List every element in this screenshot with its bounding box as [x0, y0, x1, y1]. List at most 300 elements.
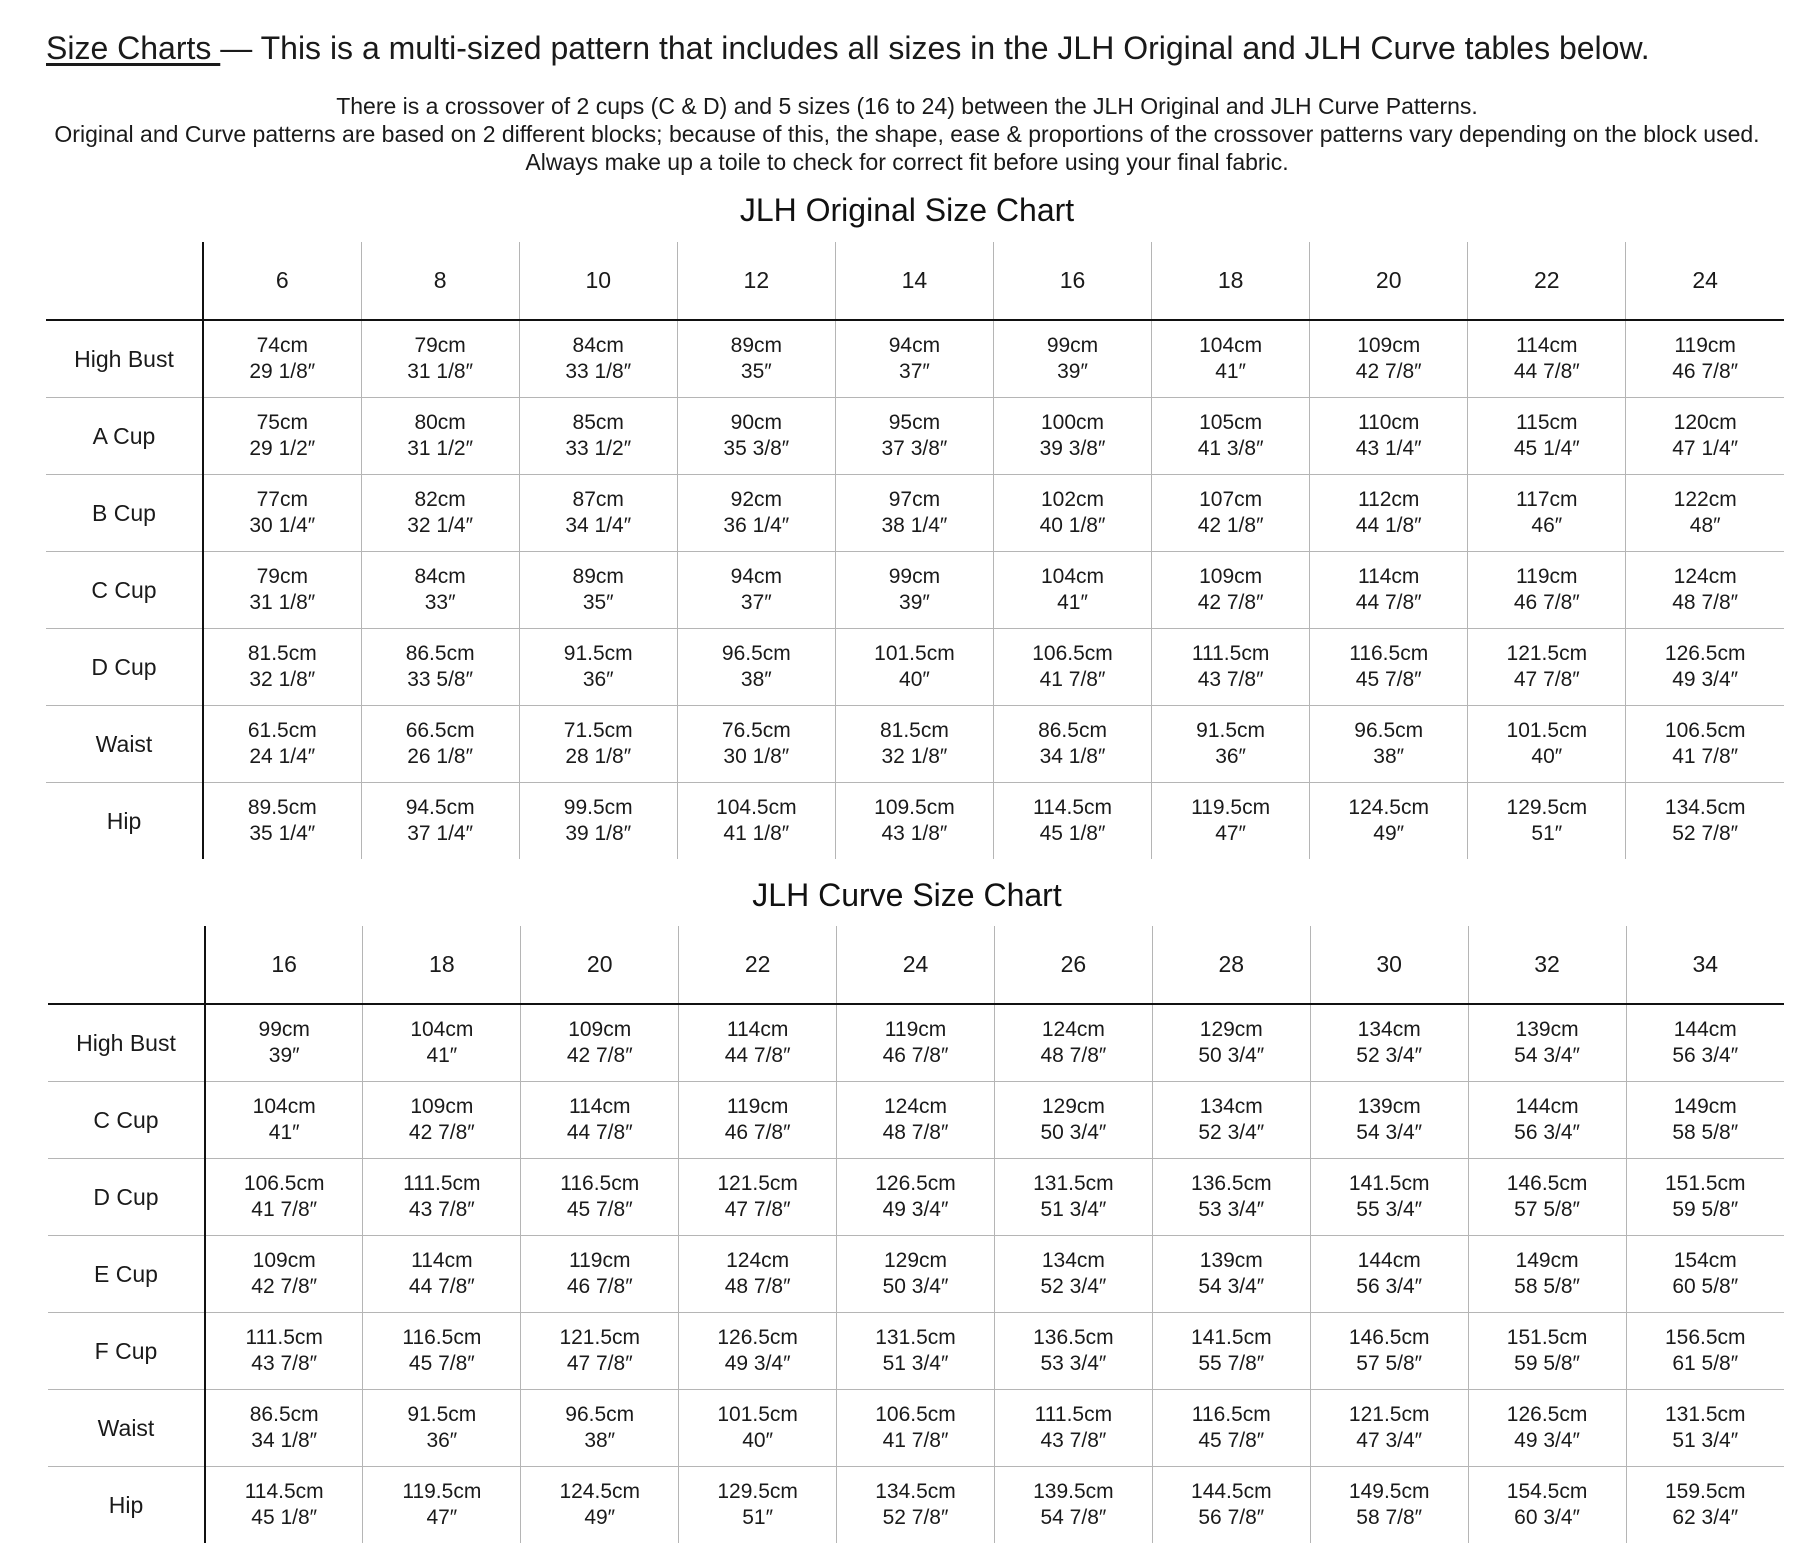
value-inches: 60 5/8″ — [1672, 1274, 1739, 1298]
measurement-cell — [519, 474, 677, 551]
measurement-cell — [205, 1235, 363, 1312]
size-charts-link[interactable]: Size Charts — [46, 30, 221, 66]
measurement-cell — [203, 397, 361, 474]
value-inches: 41″ — [426, 1043, 458, 1067]
measurement-cell — [679, 1004, 837, 1081]
value-cm: 116.5cm — [402, 1325, 482, 1349]
value-inches: 40″ — [742, 1428, 774, 1452]
measurement-cell — [521, 1312, 679, 1389]
measurement-cell — [361, 397, 519, 474]
measurement-cell — [363, 1081, 521, 1158]
size-header: 20 — [521, 926, 679, 1004]
table-row — [48, 1389, 1784, 1466]
value-inches: 26 1/8″ — [407, 744, 474, 768]
value-cm: 104.5cm — [716, 795, 797, 819]
measurement-label: E Cup — [48, 1235, 205, 1312]
value-inches: 34 1/4″ — [565, 513, 632, 537]
value-cm: 131.5cm — [1033, 1171, 1114, 1195]
value-inches: 52 7/8″ — [1672, 821, 1739, 845]
value-cm: 146.5cm — [1506, 1171, 1588, 1195]
value-cm: 116.5cm — [1191, 1402, 1271, 1426]
measurement-cell — [993, 551, 1151, 628]
value-cm: 129.5cm — [1506, 795, 1588, 819]
value-inches: 46 7/8″ — [1513, 590, 1580, 614]
value-cm: 139cm — [1199, 1248, 1263, 1272]
value-inches: 41″ — [1215, 359, 1246, 383]
value-inches: 58 5/8″ — [1514, 1274, 1580, 1298]
table-row — [48, 1235, 1784, 1312]
measurement-cell — [835, 705, 993, 782]
measurement-cell — [1310, 782, 1468, 859]
measurement-cell — [1310, 1158, 1468, 1235]
measurement-cell — [1468, 320, 1626, 397]
value-cm: 122cm — [1673, 487, 1737, 511]
measurement-cell — [521, 1004, 679, 1081]
value-cm: 114.5cm — [244, 1479, 324, 1503]
value-cm: 129cm — [1041, 1094, 1105, 1118]
value-cm: 104cm — [252, 1094, 316, 1118]
value-inches: 37 3/8″ — [881, 436, 948, 460]
value-inches: 47 7/8″ — [1513, 667, 1580, 691]
size-header: 30 — [1310, 926, 1468, 1004]
measurement-cell — [1310, 1389, 1468, 1466]
value-cm: 124cm — [1041, 1017, 1105, 1041]
measurement-cell — [994, 1312, 1152, 1389]
value-inches: 50 3/4″ — [882, 1274, 949, 1298]
value-cm: 110cm — [1357, 410, 1420, 434]
value-cm: 104cm — [1041, 564, 1105, 588]
value-inches: 39 3/8″ — [1039, 436, 1106, 460]
value-inches: 49 3/4″ — [724, 1351, 791, 1375]
table-row — [48, 1312, 1784, 1389]
value-inches: 36″ — [1215, 744, 1246, 768]
value-cm: 109cm — [252, 1248, 316, 1272]
value-cm: 101.5cm — [874, 641, 955, 665]
value-cm: 76.5cm — [721, 718, 791, 742]
value-inches: 59 5/8″ — [1514, 1351, 1580, 1375]
value-inches: 43 7/8″ — [1040, 1428, 1107, 1452]
value-cm: 124cm — [1673, 564, 1737, 588]
value-cm: 151.5cm — [1506, 1325, 1588, 1349]
value-cm: 114cm — [411, 1248, 473, 1272]
measurement-cell — [1626, 320, 1784, 397]
value-cm: 74cm — [256, 333, 308, 357]
measurement-cell — [1310, 320, 1468, 397]
value-inches: 45 7/8″ — [1355, 667, 1422, 691]
value-cm: 136.5cm — [1033, 1325, 1114, 1349]
measurement-cell — [1152, 1081, 1310, 1158]
value-cm: 134cm — [1357, 1017, 1421, 1041]
measurement-cell — [203, 320, 361, 397]
value-inches: 41 1/8″ — [723, 821, 790, 845]
measurement-cell — [1152, 782, 1310, 859]
measurement-cell — [837, 1004, 995, 1081]
value-inches: 33″ — [424, 590, 456, 614]
value-inches: 28 1/8″ — [565, 744, 632, 768]
measurement-cell — [1310, 551, 1468, 628]
value-inches: 41″ — [1057, 590, 1088, 614]
value-cm: 134.5cm — [1664, 795, 1746, 819]
value-inches: 54 7/8″ — [1040, 1505, 1107, 1529]
value-inches: 38 1/4″ — [881, 513, 948, 537]
value-cm: 124.5cm — [1348, 795, 1429, 819]
curve-size-table — [48, 926, 1784, 1543]
measurement-cell — [521, 1466, 679, 1543]
value-cm: 119cm — [568, 1248, 631, 1272]
value-inches: 49″ — [584, 1505, 616, 1529]
value-cm: 154cm — [1673, 1248, 1737, 1272]
measurement-cell — [835, 782, 993, 859]
value-cm: 106.5cm — [1664, 718, 1746, 742]
value-cm: 112cm — [1357, 487, 1420, 511]
measurement-label: High Bust — [46, 320, 203, 397]
value-cm: 84cm — [572, 333, 624, 357]
value-cm: 71.5cm — [563, 718, 633, 742]
value-cm: 94.5cm — [405, 795, 475, 819]
value-cm: 124cm — [726, 1248, 790, 1272]
value-cm: 91.5cm — [1196, 718, 1266, 742]
value-cm: 139.5cm — [1033, 1479, 1114, 1503]
measurement-cell — [363, 1235, 521, 1312]
measurement-cell — [363, 1158, 521, 1235]
measurement-cell — [205, 1158, 363, 1235]
measurement-cell — [1626, 474, 1784, 551]
size-header: 22 — [1468, 242, 1626, 320]
value-cm: 109cm — [410, 1094, 474, 1118]
value-cm: 79cm — [414, 333, 466, 357]
measurement-cell — [993, 474, 1151, 551]
measurement-cell — [1310, 1081, 1468, 1158]
value-cm: 116.5cm — [1349, 641, 1429, 665]
value-inches: 51 3/4″ — [882, 1351, 949, 1375]
table-row — [46, 474, 1784, 551]
measurement-cell — [1152, 1004, 1310, 1081]
value-inches: 47 3/4″ — [1356, 1428, 1423, 1452]
measurement-cell — [361, 782, 519, 859]
value-inches: 53 3/4″ — [1040, 1351, 1107, 1375]
value-inches: 53 3/4″ — [1198, 1197, 1265, 1221]
value-cm: 109cm — [1199, 564, 1263, 588]
value-inches: 58 7/8″ — [1356, 1505, 1423, 1529]
measurement-cell — [1468, 1389, 1626, 1466]
value-cm: 141.5cm — [1348, 1171, 1430, 1195]
value-inches: 54 3/4″ — [1514, 1043, 1580, 1067]
intro-notes — [0, 92, 1814, 176]
curve-chart-title: JLH Curve Size Chart — [752, 877, 1062, 913]
value-cm: 126.5cm — [1664, 641, 1746, 665]
measurement-cell — [203, 551, 361, 628]
value-inches: 55 7/8″ — [1198, 1351, 1265, 1375]
measurement-cell — [1468, 1004, 1626, 1081]
measurement-cell — [361, 628, 519, 705]
measurement-label: High Bust — [48, 1004, 205, 1081]
value-cm: 95cm — [888, 410, 941, 434]
value-cm: 129cm — [883, 1248, 948, 1272]
measurement-cell — [1626, 1158, 1784, 1235]
size-header: 16 — [205, 926, 363, 1004]
measurement-cell — [1468, 1235, 1626, 1312]
value-inches: 41 7/8″ — [882, 1428, 949, 1452]
measurement-cell — [361, 705, 519, 782]
value-inches: 39″ — [1057, 359, 1088, 383]
measurement-cell — [837, 1235, 995, 1312]
measurement-cell — [521, 1389, 679, 1466]
value-inches: 37″ — [899, 359, 930, 383]
value-inches: 31 1/8″ — [249, 590, 316, 614]
measurement-cell — [1626, 1081, 1784, 1158]
value-inches: 47″ — [426, 1505, 458, 1529]
measurement-cell — [203, 705, 361, 782]
size-header: 16 — [993, 242, 1151, 320]
value-inches: 31 1/2″ — [407, 436, 474, 460]
measurement-cell — [1152, 551, 1310, 628]
value-cm: 146.5cm — [1348, 1325, 1430, 1349]
measurement-cell — [205, 1389, 363, 1466]
header-row — [48, 926, 1784, 1004]
value-cm: 97cm — [888, 487, 941, 511]
value-inches: 50 3/4″ — [1040, 1120, 1107, 1144]
value-cm: 144cm — [1357, 1248, 1421, 1272]
measurement-cell — [1152, 705, 1310, 782]
value-inches: 51 3/4″ — [1672, 1428, 1739, 1452]
measurement-cell — [1310, 474, 1468, 551]
value-inches: 45 7/8″ — [566, 1197, 633, 1221]
value-inches: 44 7/8″ — [566, 1120, 633, 1144]
value-cm: 119cm — [884, 1017, 947, 1041]
value-inches: 41 3/8″ — [1197, 436, 1264, 460]
value-cm: 139cm — [1357, 1094, 1421, 1118]
measurement-cell — [1310, 1312, 1468, 1389]
measurement-cell — [1626, 551, 1784, 628]
measurement-cell — [1468, 1312, 1626, 1389]
value-cm: 106.5cm — [243, 1171, 325, 1195]
measurement-cell — [835, 474, 993, 551]
value-inches: 59 5/8″ — [1672, 1197, 1739, 1221]
size-header: 24 — [837, 926, 995, 1004]
measurement-cell — [679, 1158, 837, 1235]
value-cm: 119cm — [1674, 333, 1736, 357]
value-inches: 43 1/8″ — [881, 821, 948, 845]
value-cm: 109cm — [568, 1017, 632, 1041]
value-cm: 104cm — [1199, 333, 1263, 357]
measurement-label: Hip — [108, 1491, 144, 1518]
measurement-cell — [205, 1081, 363, 1158]
value-inches: 48 7/8″ — [882, 1120, 949, 1144]
value-inches: 35″ — [582, 590, 614, 614]
measurement-cell — [835, 320, 993, 397]
value-cm: 126.5cm — [717, 1325, 798, 1349]
value-inches: 56 7/8″ — [1198, 1505, 1265, 1529]
value-cm: 117cm — [1516, 487, 1578, 511]
value-inches: 33 1/2″ — [565, 436, 632, 460]
value-inches: 42 7/8″ — [251, 1274, 318, 1298]
measurement-cell — [1152, 397, 1310, 474]
value-cm: 154.5cm — [1506, 1479, 1588, 1503]
value-inches: 48″ — [1689, 513, 1721, 537]
value-cm: 105cm — [1199, 410, 1263, 434]
value-cm: 149.5cm — [1348, 1479, 1430, 1503]
value-inches: 34 1/8″ — [1039, 744, 1106, 768]
value-cm: 101.5cm — [717, 1402, 798, 1426]
value-inches: 45 1/8″ — [251, 1505, 318, 1529]
value-cm: 91.5cm — [563, 641, 633, 665]
value-cm: 84cm — [414, 564, 466, 588]
value-inches: 46″ — [1531, 513, 1563, 537]
value-cm: 77cm — [256, 487, 308, 511]
value-cm: 89cm — [730, 333, 782, 357]
size-header: 20 — [1310, 242, 1468, 320]
value-cm: 116.5cm — [560, 1171, 640, 1195]
value-cm: 81.5cm — [247, 641, 317, 665]
value-cm: 119.5cm — [402, 1479, 482, 1503]
measurement-cell — [203, 628, 361, 705]
value-inches: 42 7/8″ — [1355, 359, 1422, 383]
measurement-cell — [835, 551, 993, 628]
value-cm: 114cm — [726, 1017, 789, 1041]
measurement-cell — [1626, 1312, 1784, 1389]
value-inches: 35 3/8″ — [723, 436, 790, 460]
value-inches: 43 1/4″ — [1355, 436, 1422, 460]
table-row — [46, 397, 1784, 474]
value-cm: 107cm — [1199, 487, 1263, 511]
measurement-cell — [1468, 474, 1626, 551]
measurement-cell — [363, 1312, 521, 1389]
measurement-cell — [1468, 397, 1626, 474]
value-cm: 134cm — [1199, 1094, 1263, 1118]
measurement-cell — [993, 782, 1151, 859]
measurement-cell — [203, 782, 361, 859]
measurement-cell — [679, 1466, 837, 1543]
value-inches: 45 1/4″ — [1513, 436, 1580, 460]
measurement-cell — [361, 551, 519, 628]
measurement-cell — [519, 320, 677, 397]
size-header: 22 — [679, 926, 837, 1004]
measurement-cell — [1468, 1158, 1626, 1235]
value-cm: 90cm — [730, 410, 782, 434]
value-cm: 129.5cm — [717, 1479, 798, 1503]
measurement-cell — [1468, 705, 1626, 782]
value-cm: 121.5cm — [1348, 1402, 1430, 1426]
value-inches: 46 7/8″ — [1672, 359, 1739, 383]
table-row — [48, 1158, 1784, 1235]
value-inches: 46 7/8″ — [882, 1043, 949, 1067]
value-cm: 119cm — [726, 1094, 789, 1118]
value-inches: 39″ — [899, 590, 930, 614]
value-cm: 134.5cm — [875, 1479, 956, 1503]
value-inches: 49 3/4″ — [1672, 667, 1739, 691]
value-cm: 102cm — [1041, 487, 1105, 511]
value-cm: 109.5cm — [874, 795, 955, 819]
measurement-cell — [1152, 1312, 1310, 1389]
value-cm: 139cm — [1515, 1017, 1579, 1041]
value-inches: 29 1/2″ — [249, 436, 316, 460]
value-cm: 101.5cm — [1506, 718, 1588, 742]
page-heading — [46, 28, 1786, 68]
measurement-cell — [1626, 782, 1784, 859]
value-inches: 24 1/4″ — [249, 744, 316, 768]
value-inches: 43 7/8″ — [408, 1197, 475, 1221]
measurement-cell — [677, 551, 835, 628]
measurement-cell — [521, 1235, 679, 1312]
header-corner — [48, 926, 205, 1004]
value-inches: 36″ — [426, 1428, 458, 1452]
value-inches: 42 7/8″ — [408, 1120, 475, 1144]
measurement-label: C Cup — [46, 551, 203, 628]
value-inches: 45 7/8″ — [408, 1351, 475, 1375]
value-cm: 131.5cm — [1664, 1402, 1746, 1426]
value-cm: 94cm — [730, 564, 782, 588]
measurement-cell — [1310, 1235, 1468, 1312]
value-cm: 114.5cm — [1033, 795, 1113, 819]
measurement-cell — [994, 1081, 1152, 1158]
measurement-cell — [837, 1081, 995, 1158]
measurement-cell — [837, 1312, 995, 1389]
value-inches: 41 7/8″ — [251, 1197, 318, 1221]
value-cm: 149cm — [1673, 1094, 1737, 1118]
value-inches: 40 1/8″ — [1039, 513, 1106, 537]
size-header: 34 — [1626, 926, 1784, 1004]
value-cm: 131.5cm — [875, 1325, 956, 1349]
value-inches: 54 3/4″ — [1356, 1120, 1423, 1144]
table-row — [48, 1081, 1784, 1158]
measurement-cell — [1152, 628, 1310, 705]
value-inches: 41″ — [268, 1120, 300, 1144]
size-header: 12 — [677, 242, 835, 320]
measurement-cell — [1310, 1004, 1468, 1081]
value-inches: 47 7/8″ — [566, 1351, 633, 1375]
value-inches: 37″ — [740, 590, 772, 614]
value-inches: 38″ — [740, 667, 772, 691]
measurement-cell — [363, 1004, 521, 1081]
measurement-cell — [994, 1004, 1152, 1081]
value-cm: 80cm — [414, 410, 466, 434]
table-row — [46, 705, 1784, 782]
value-inches: 52 3/4″ — [1198, 1120, 1265, 1144]
measurement-label: Waist — [48, 1389, 205, 1466]
measurement-cell — [677, 474, 835, 551]
value-inches: 30 1/4″ — [249, 513, 316, 537]
value-inches: 37 1/4″ — [407, 821, 474, 845]
value-cm: 121.5cm — [1506, 641, 1588, 665]
measurement-cell — [993, 320, 1151, 397]
measurement-cell — [205, 1312, 363, 1389]
measurement-cell — [205, 1004, 363, 1081]
value-cm: 144.5cm — [1191, 1479, 1272, 1503]
intro-line-3: Always make up a toile to check for correct fit before using your final fabric. — [525, 149, 1289, 175]
measurement-cell — [835, 397, 993, 474]
value-cm: 149cm — [1515, 1248, 1579, 1272]
value-inches: 32 1/4″ — [407, 513, 474, 537]
measurement-cell — [203, 474, 361, 551]
value-cm: 99cm — [258, 1017, 310, 1041]
measurement-cell — [994, 1158, 1152, 1235]
value-inches: 41 7/8″ — [1039, 667, 1106, 691]
size-header: 32 — [1468, 926, 1626, 1004]
value-cm: 124cm — [883, 1094, 948, 1118]
table-row — [48, 1466, 1784, 1543]
value-inches: 52 7/8″ — [882, 1505, 949, 1529]
value-cm: 111.5cm — [1191, 641, 1270, 665]
value-cm: 115cm — [1516, 410, 1578, 434]
value-cm: 106.5cm — [1032, 641, 1113, 665]
measurement-cell — [1626, 705, 1784, 782]
measurement-cell — [519, 782, 677, 859]
size-header: 26 — [994, 926, 1152, 1004]
measurement-cell — [1468, 1466, 1626, 1543]
value-inches: 51 3/4″ — [1040, 1197, 1107, 1221]
value-cm: 99cm — [888, 564, 941, 588]
measurement-cell — [519, 551, 677, 628]
